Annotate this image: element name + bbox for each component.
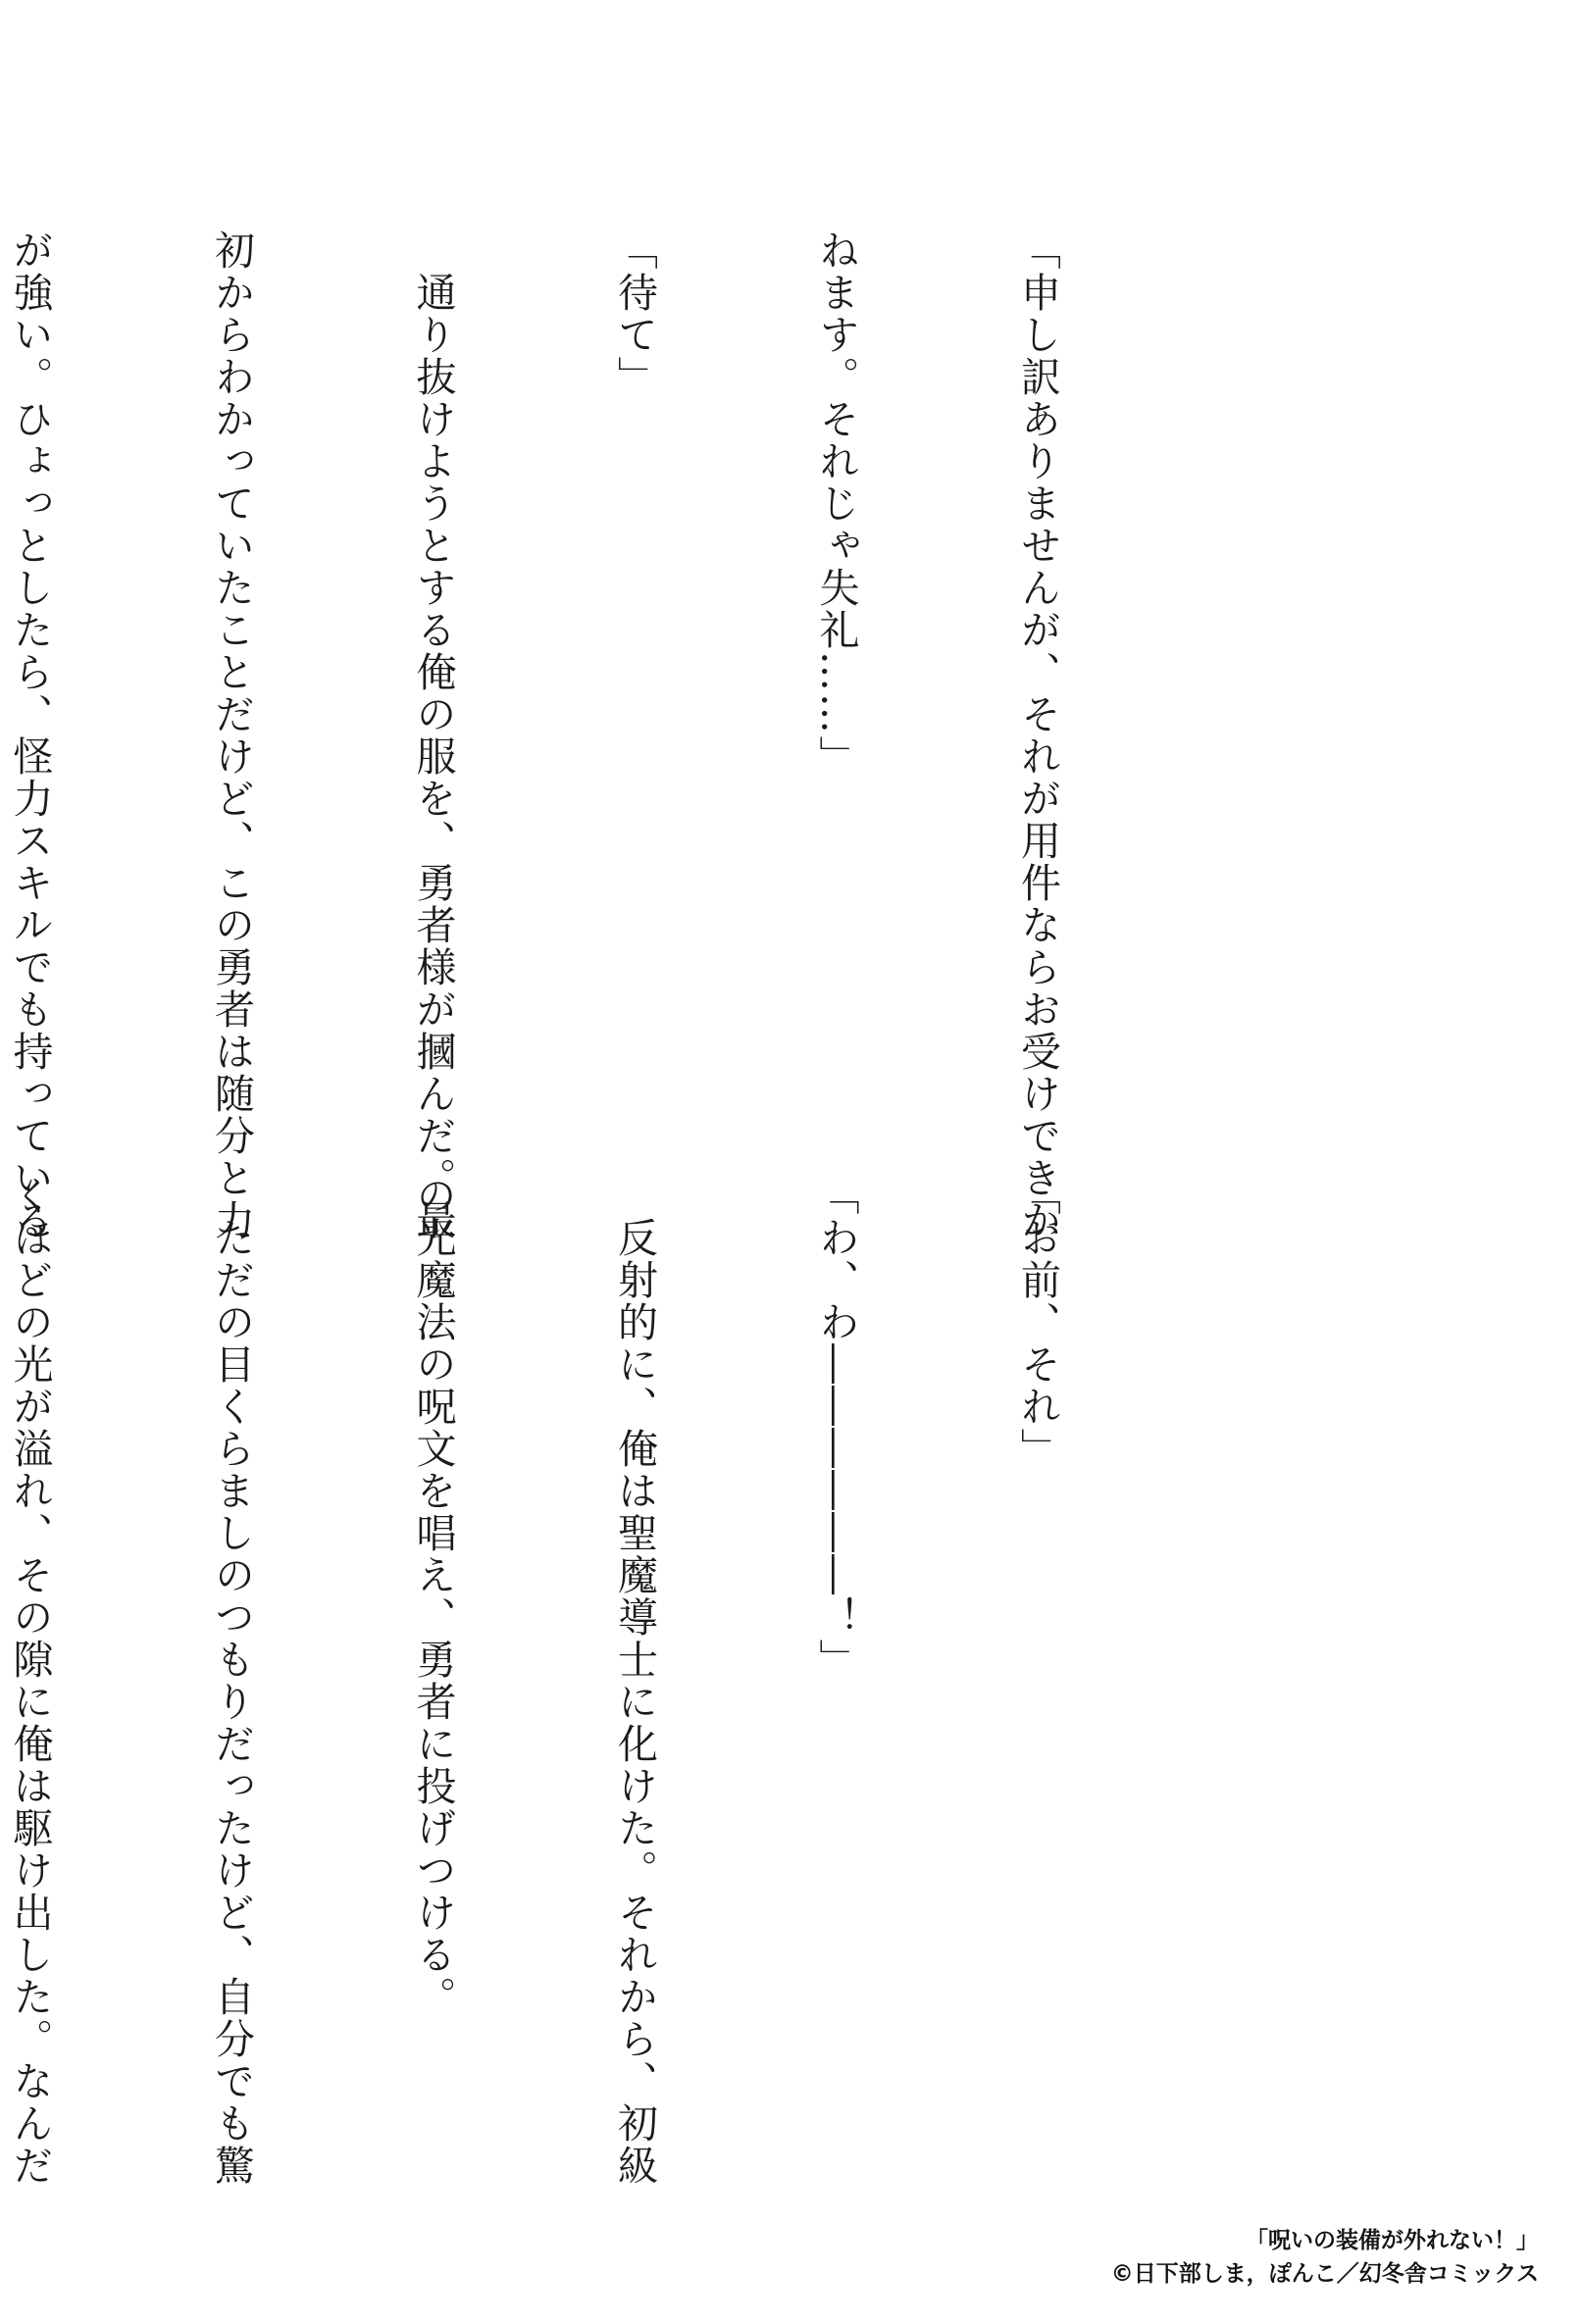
text-line: くほどの光が溢れ、その隙に俺は駆け出した。なんだ [6,1175,54,2187]
book-title: 「呪いの装備が外れない！」 [1246,2228,1539,2253]
text-line: 通り抜けようとする俺の服を、勇者様が摑んだ。最 [409,229,457,1241]
text-line: 「お前、それ」 [1014,1175,1061,1470]
text-line: が強い。ひょっとしたら、怪力スキルでも持っている [6,229,54,1241]
copyright-footer [1111,2224,1539,2291]
text-line: の光魔法の呪文を唱え、勇者に投げつける。 [409,1175,457,2018]
text-line: ねます。それじゃ失礼……」 [812,229,860,778]
text-line: 初からわかっていたことだけど、この勇者は随分と力 [208,229,255,1241]
text-line: 「待て」 [611,229,658,398]
upper-text-block [0,229,1205,1241]
copyright-credit: ©日下部しま，ぽんこ／幻冬舎コミックス [1110,2261,1539,2287]
lower-text-block [0,1175,1205,2187]
text-line: 「申し訳ありませんが、それが用件ならお受けできか [1014,229,1061,1241]
text-line: 反射的に、俺は聖魔導士に化けた。それから、初級 [611,1175,658,2187]
text-line: 「わ、わ――――――！」 [812,1175,860,1681]
text-line: ただの目くらましのつもりだったけど、自分でも驚 [208,1175,255,2187]
